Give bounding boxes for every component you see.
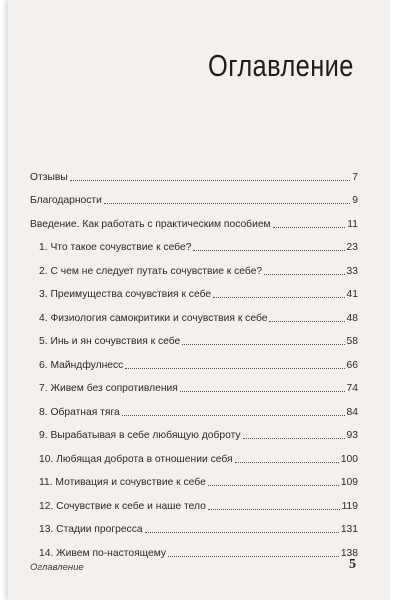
dot-leader bbox=[213, 297, 344, 298]
toc-entry bbox=[30, 395, 358, 419]
dot-leader bbox=[70, 180, 351, 181]
toc-entry-label: Отзывы bbox=[30, 171, 68, 183]
toc-entry-page: 23 bbox=[346, 242, 358, 253]
toc-entry-label: Благодарности bbox=[30, 195, 102, 206]
book-page bbox=[8, 0, 390, 600]
dot-leader bbox=[145, 532, 339, 533]
toc-entry-label: 6. Майндфулнесс bbox=[39, 359, 124, 371]
toc-entry bbox=[30, 184, 358, 208]
toc-entry-page: 48 bbox=[346, 312, 358, 324]
toc-entry-page: 93 bbox=[346, 430, 358, 441]
toc-entry bbox=[30, 278, 358, 302]
dot-leader bbox=[208, 485, 339, 486]
toc-entry-label: 2. С чем не следует путать сочувствие к себе? bbox=[39, 265, 263, 277]
toc-entry-page: 109 bbox=[340, 477, 358, 488]
toc-entry-page: 41 bbox=[346, 289, 358, 300]
toc-entry-page: 66 bbox=[346, 359, 358, 371]
toc-entry-page: 100 bbox=[340, 453, 358, 465]
toc-entry-page: 84 bbox=[346, 406, 358, 418]
toc-entry bbox=[30, 372, 358, 396]
toc-entry-page: 138 bbox=[340, 547, 358, 559]
toc-entry-label: 5. Инь и ян сочувствия к себе bbox=[39, 336, 181, 347]
toc-entry bbox=[30, 442, 358, 466]
toc-entry bbox=[30, 536, 358, 560]
toc-entry bbox=[30, 254, 358, 278]
toc-entry bbox=[30, 160, 358, 184]
toc-entry bbox=[30, 348, 358, 372]
toc-entry-page: 131 bbox=[340, 524, 358, 535]
dot-leader bbox=[180, 391, 345, 392]
toc-entry-page: 58 bbox=[346, 336, 358, 347]
toc-entry-label: 11. Мотивация и сочувствие к себе bbox=[39, 477, 206, 488]
dot-leader bbox=[264, 274, 344, 275]
dot-leader bbox=[182, 344, 344, 345]
toc-entry-label: 9. Вырабатывая в себе любящую доброту bbox=[39, 430, 241, 441]
toc-entry bbox=[30, 207, 358, 231]
dot-leader bbox=[208, 509, 340, 510]
table-of-contents bbox=[30, 160, 358, 560]
dot-leader bbox=[193, 250, 344, 251]
dot-leader bbox=[125, 368, 344, 369]
toc-entry-label: 13. Стадии прогресса bbox=[39, 524, 143, 535]
dot-leader bbox=[273, 227, 346, 228]
toc-entry-page: 11 bbox=[347, 218, 358, 230]
toc-entry bbox=[30, 513, 358, 537]
toc-entry-page: 33 bbox=[346, 265, 358, 277]
toc-entry bbox=[30, 419, 358, 443]
dot-leader bbox=[122, 415, 345, 416]
dot-leader bbox=[269, 321, 344, 322]
toc-entry-label: 1. Что такое сочувствие к себе? bbox=[39, 242, 192, 253]
toc-entry-label: 14. Живем по-настоящему bbox=[39, 547, 167, 559]
dot-leader bbox=[104, 203, 350, 204]
toc-entry-page: 7 bbox=[352, 171, 358, 183]
toc-entry bbox=[30, 325, 358, 349]
toc-entry-label: 4. Физиология самокритики и сочувствия к себе bbox=[39, 312, 268, 324]
toc-entry-page: 119 bbox=[341, 500, 358, 512]
toc-entry-label: 3. Преимущества сочувствия к себе bbox=[39, 289, 212, 300]
page-title: Оглавление bbox=[208, 48, 354, 83]
toc-entry bbox=[30, 301, 358, 325]
toc-entry bbox=[30, 466, 358, 490]
toc-entry-label: Введение. Как работать с практическим пособием bbox=[30, 218, 271, 230]
toc-entry bbox=[30, 231, 358, 255]
toc-entry-label: 12. Сочувствие к себе и наше тело bbox=[39, 500, 206, 512]
dot-leader bbox=[243, 438, 345, 439]
toc-entry-page: 74 bbox=[346, 383, 358, 394]
toc-entry-page: 9 bbox=[352, 195, 358, 206]
running-footer-section: Оглавление bbox=[30, 562, 84, 573]
toc-entry-label: 7. Живем без сопротивления bbox=[39, 383, 178, 394]
page-number: 5 bbox=[349, 557, 356, 572]
dot-leader bbox=[168, 556, 339, 557]
toc-entry-label: 8. Обратная тяга bbox=[39, 406, 120, 418]
dot-leader bbox=[235, 462, 339, 463]
toc-entry bbox=[30, 489, 358, 513]
toc-entry-label: 10. Любящая доброта в отношении себя bbox=[39, 453, 233, 465]
